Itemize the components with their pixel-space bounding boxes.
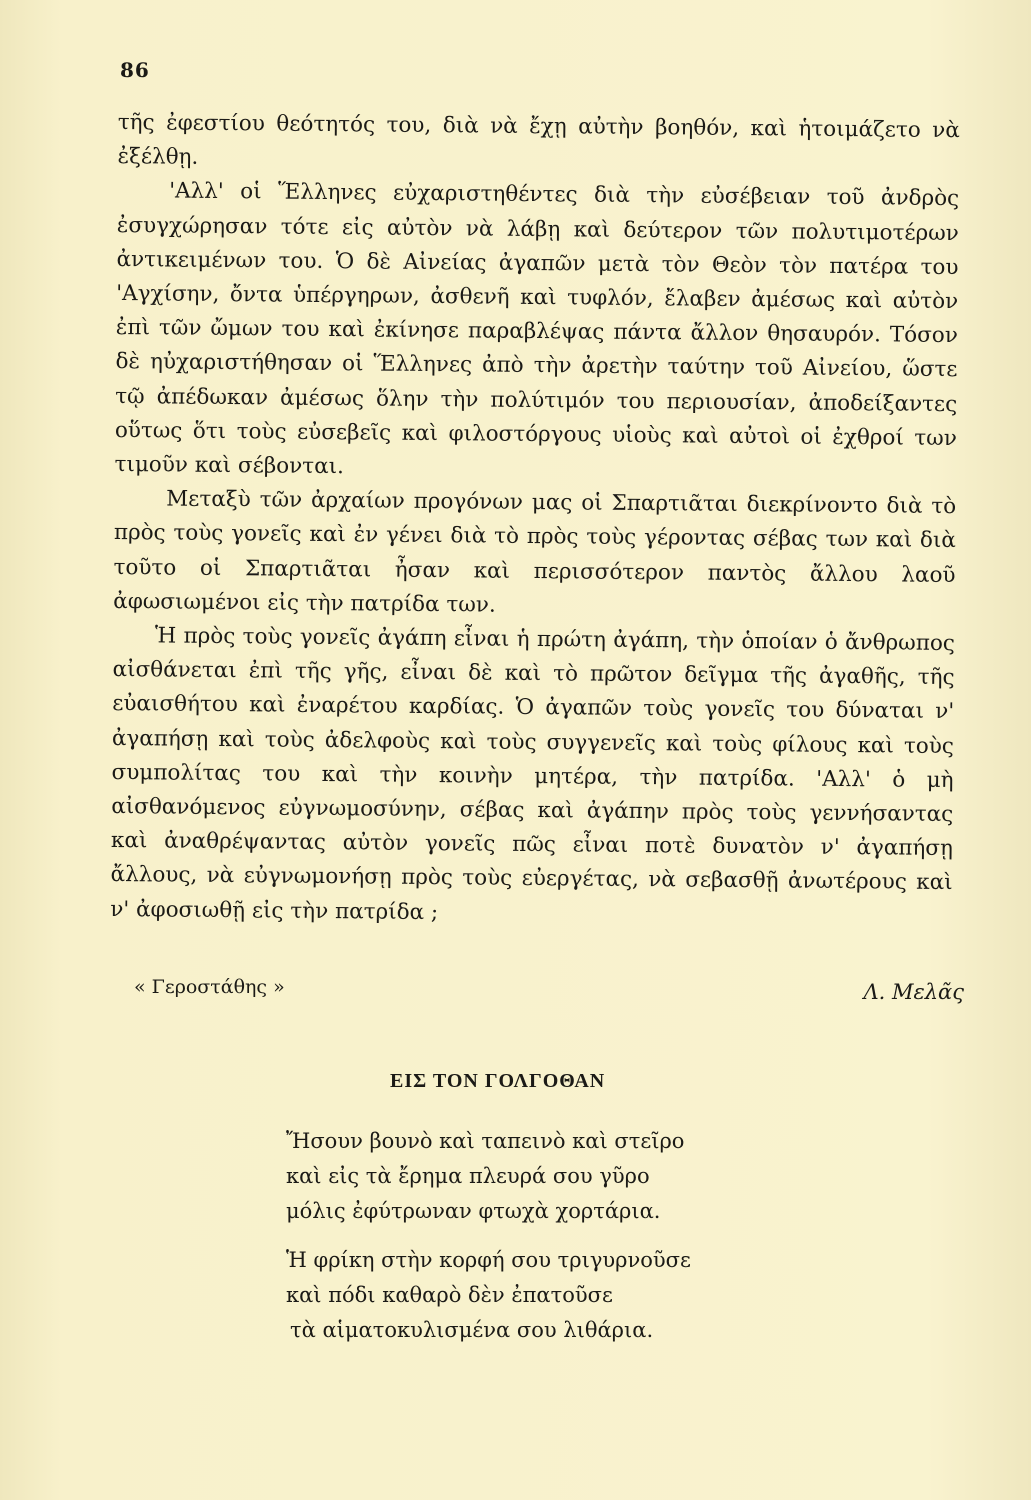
- poem-line: Ἤσουν βουνὸ καὶ ταπεινὸ καὶ στεῖρο: [286, 1129, 685, 1153]
- source-title: « Γεροστάθης »: [134, 976, 285, 998]
- poem-line: καὶ πόδι καθαρὸ δὲν ἐπατοῦσε: [286, 1283, 613, 1307]
- author-name: Λ. Μελᾶς: [863, 980, 964, 1004]
- paragraph-parental-love: Ἡ πρὸς τοὺς γονεῖς ἀγάπη εἶναι ἡ πρώτη ἀγάπη, τὴν ὁποίαν ὁ ἄνθρωπος αἰσθάνεται ἐπὶ τῆς γῆς, εἶναι δὲ καὶ τὸ πρῶτον δεῖγμα τῆς ἀγαθῆς, τῆς εὐαισθήτου καὶ ἐναρέτου καρδίας. Ὁ ἀγαπῶν τοὺς γονεῖς του δύναται ν' ἀγαπήσῃ καὶ τοὺς ἀδελφοὺς καὶ τοὺς συγγενεῖς καὶ τοὺς φίλους καὶ τοὺς συμπολίτας του καὶ τὴν κοινὴν μητέρα, τὴν πατρίδα. 'Αλλ' ὁ μὴ αἰσθανόμενος εὐγνωμοσύνην, σέβας καὶ ἀγάπην πρὸς τοὺς γεννήσαντας καὶ ἀναθρέψαντας αὐτὸν γονεῖς πῶς εἶναι ποτὲ δυνατὸν ν' ἀγαπήσῃ ἄλλους, νὰ εὐγνωμονήσῃ πρὸς τοὺς εὐεργέτας, νὰ σεβασθῇ ἀνωτέρους καὶ ν' ἀφοσιωθῇ εἰς τὴν πατρίδα ;: [110, 623, 955, 925]
- poem-line: τὰ αἱματοκυλισμένα σου λιθάρια.: [290, 1318, 654, 1342]
- poem-line: Ἡ φρίκη στὴν κορφή σου τριγυρνοῦσε: [286, 1248, 691, 1272]
- attribution-line: [134, 970, 964, 1010]
- poem-stanza: [286, 1124, 786, 1229]
- poem-line: μόλις ἐφύτρωναν φτωχὰ χορτάρια.: [286, 1199, 661, 1223]
- page-number: 86: [120, 58, 150, 82]
- poem-stanza: [286, 1243, 786, 1348]
- paragraph-continuation: τῆς ἐφεστίου θεότητός του, διὰ νὰ ἔχῃ αὐτὴν βοηθόν, καὶ ἡτοιμάζετο νὰ ἐξέλθῃ.: [117, 109, 960, 170]
- poem-title: ΕΙΣ ΤΟΝ ΓΟΛΓΟΘΑΝ: [390, 1070, 606, 1092]
- paragraph-spartans: Μεταξὺ τῶν ἀρχαίων προγόνων μας οἱ Σπαρτιᾶται διεκρίνοντο διὰ τὸ πρὸς τοὺς γονεῖς καὶ ἐν γένει διὰ τὸ πρὸς τοὺς γέροντας σέβας των καὶ διὰ τοῦτο οἱ Σπαρτιᾶται ἦσαν καὶ περισσότερον παντὸς ἄλλου λαοῦ ἀφωσιωμένοι εἰς τὴν πατρίδα των.: [113, 486, 957, 618]
- paragraph-aeneas: 'Αλλ' οἱ Ἕλληνες εὐχαριστηθέντες διὰ τὴν εὐσέβειαν τοῦ ἀνδρὸς ἐσυγχώρησαν τότε εἰς αὐτὸν νὰ λάβῃ καὶ δεύτερον τῶν πολυτιμοτέρων ἀντικειμένων του. Ὁ δὲ Αἰνείας ἀγαπῶν μετὰ τὸν Θεὸν τὸν πατέρα του 'Αγχίσην, ὄντα ὑπέργηρων, ἀσθενῆ καὶ τυφλόν, ἔλαβεν ἀμέσως καὶ αὐτὸν ἐπὶ τῶν ὤμων του καὶ ἐκίνησε παραβλέψας πάντα ἄλλον θησαυρόν. Τόσον δὲ ηὐχαριστήθησαν οἱ Ἕλληνες ἀπὸ τὴν ἀρετὴν ταύτην τοῦ Αἰνείου, ὥστε τῷ ἀπέδωκαν ἀμέσως ὅλην τὴν πολύτιμόν του περιουσίαν, ἀποδείξαντες οὕτως ὅτι τοὺς εὐσεβεῖς καὶ φιλοστόργους υἱοὺς καὶ αὐτοὶ οἱ ἐχθροί των τιμοῦν καὶ σέβονται.: [114, 178, 960, 480]
- article-body: [110, 106, 960, 935]
- poem: [286, 1124, 786, 1362]
- poem-line: καὶ εἰς τὰ ἔρημα πλευρά σου γῦρο: [286, 1164, 650, 1188]
